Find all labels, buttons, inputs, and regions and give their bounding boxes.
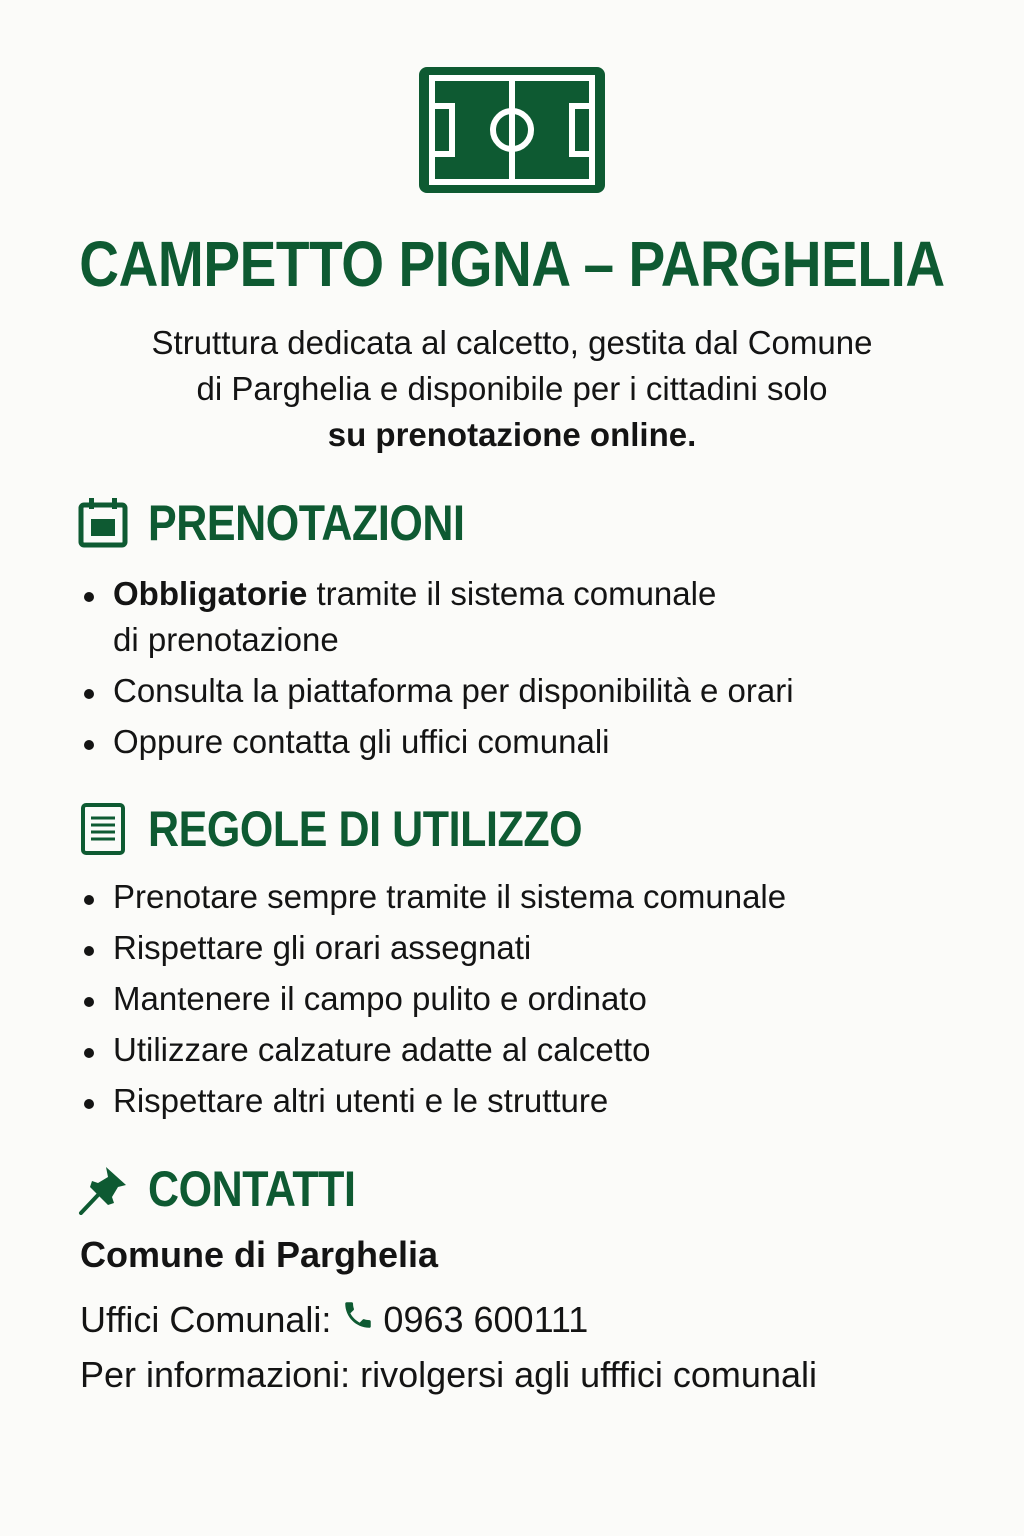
section-heading-regole	[78, 800, 653, 858]
document-icon	[78, 803, 130, 855]
contact-phone-line	[80, 1298, 588, 1341]
contact-organization: Comune di Parghelia	[80, 1234, 439, 1275]
section-heading-contatti	[78, 1160, 389, 1218]
regole-list	[78, 874, 786, 1129]
phone-number[interactable]: 0963 600111	[383, 1298, 589, 1340]
prenotazioni-list	[78, 571, 794, 770]
list-item: Mantenere il campo pulito e ordinato	[78, 976, 786, 1022]
section-title: CONTATTI	[148, 1161, 356, 1217]
section-heading-prenotazioni	[78, 494, 516, 552]
section-title: PRENOTAZIONI	[148, 495, 465, 551]
intro-line-2: di Parghelia e disponibile per i cittadini solo	[196, 370, 828, 407]
list-item: Rispettare altri utenti e le strutture	[78, 1078, 786, 1124]
list-item: Utilizzare calzature adatte al calcetto	[78, 1027, 786, 1073]
phone-icon	[331, 1298, 383, 1341]
page-title: CAMPETTO PIGNA – PARGHELIA	[79, 228, 945, 300]
intro-text	[40, 320, 984, 458]
list-item: Consulta la piattaforma per disponibilità e orari	[78, 668, 794, 714]
pushpin-icon	[78, 1163, 130, 1215]
intro-bold-line: su prenotazione online.	[327, 416, 697, 453]
list-item: Prenotare sempre tramite il sistema comunale	[78, 874, 786, 920]
section-title: REGOLE DI UTILIZZO	[148, 801, 583, 857]
soccer-field-icon	[418, 66, 606, 194]
phone-label: Uffici Comunali:	[80, 1298, 332, 1340]
calendar-icon	[78, 497, 130, 549]
contact-info-line: Per informazioni: rivolgersi agli ufffici comunali	[80, 1354, 817, 1395]
list-item: Obbligatorie tramite il sistema comunale di prenotazione	[78, 571, 794, 663]
list-item: Rispettare gli orari assegnati	[78, 925, 786, 971]
list-item: Oppure contatta gli uffici comunali	[78, 719, 794, 765]
intro-line-1: Struttura dedicata al calcetto, gestita dal Comune	[151, 324, 873, 361]
